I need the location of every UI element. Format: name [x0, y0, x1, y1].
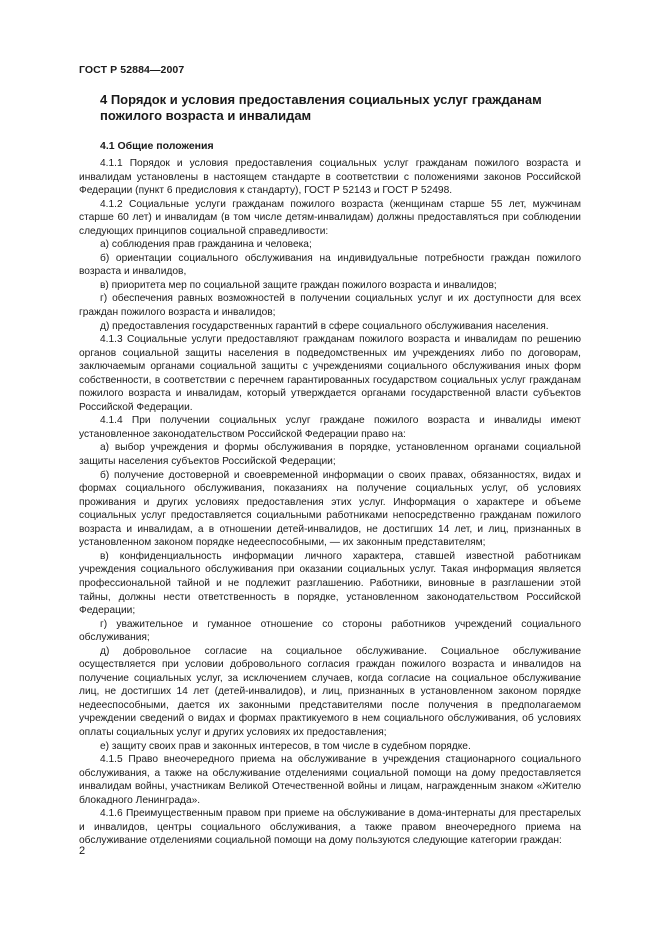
- list-item-g: г) обеспечения равных возможностей в получении социальных услуг и их доступности для всех граждан пожилого возраста и инвалидов;: [79, 293, 581, 319]
- list-item-d: д) предоставления государственных гарантий в сфере социального обслуживания населения.: [100, 320, 549, 332]
- list-item-a: а) соблюдения прав гражданина и человека;: [100, 239, 312, 251]
- standard-number: ГОСТ Р 52884—2007: [79, 64, 185, 76]
- subsection-title: 4.1 Общие положения: [100, 140, 214, 152]
- list-item-v: в) приоритета мер по социальной защите граждан пожилого возраста и инвалидов;: [100, 279, 497, 291]
- list-item-v: в) конфиденциальность информации личного характера, ставшей известной работникам учреждения социального обслуживания при оказании социальных услуг. Такая информация является профессиональной тайной и не подлежит разглашению. Работники, виновные в разглашении этой тайны, должны нести ответственность в порядке, установленном законодательством Российской Федерации;: [79, 550, 581, 617]
- paragraph-4-1-2: 4.1.2 Социальные услуги гражданам пожилого возраста (женщинам старше 55 лет, мужчинам старше 60 лет) и инвалидам (в том числе детям-инвалидам) должны предоставляться при соблюдении следующих принципов социальной справедливости:: [79, 198, 581, 237]
- paragraph-4-1-1: 4.1.1 Порядок и условия предоставления социальных услуг гражданам пожилого возраста и инвалидам установлены в настоящем стандарте в соответствии с положениями законов Российской Федерации (пункт 6 предисловия к стандарту), ГОСТ Р 52143 и ГОСТ Р 52498.: [79, 158, 581, 197]
- list-item-e: е) защиту своих прав и законных интересов, в том числе в судебном порядке.: [100, 740, 471, 752]
- list-item-g: г) уважительное и гуманное отношение со стороны работников учреждений социального обслуживания;: [79, 618, 581, 644]
- paragraph-4-1-4: 4.1.4 При получении социальных услуг граждане пожилого возраста и инвалиды имеют установленное законодательством Российской Федерации право на:: [79, 415, 581, 440]
- list-item-a: а) выбор учреждения и формы обслуживания в порядке, установленном органами социальной защиты населения субъектов Российской Федерации;: [79, 442, 581, 468]
- body-text: [79, 157, 581, 848]
- paragraph-4-1-5: 4.1.5 Право внеочередного приема на обслуживание в учреждения стационарного социального обслуживания, а также на обслуживание отделениями социальной помощи на дому предоставляется инвалидам войны, участникам Великой Отечественной войны и лицам, награжденным знаком «Жителю блокадного Ленинграда».: [79, 754, 581, 806]
- list-item-d: д) добровольное согласие на социальное обслуживание. Социальное обслуживание осуществляется при условии добровольного согласия граждан пожилого возраста и инвалидов на получение социальных услуг, за исключением случаев, когда согласие на социальное обслуживание лиц, не достигших 14 лет (детей-инвалидов), и лиц, признанных в установленном законом порядке недееспособными, дается их законными представителями после получения в предполагаемом учреждении сведений о видах и формах практикуемого в нем социального обслуживания, об условиях оплаты социальных услуг и других условиях их предоставления;: [79, 645, 581, 738]
- paragraph-4-1-3: 4.1.3 Социальные услуги предоставляют гражданам пожилого возраста и инвалидам по решению органов социальной защиты населения в подведомственных им учреждениях либо по договорам, заключаемым органами социальной защиты с учреждениями социального обслуживания иных форм собственности, в соответствии с перечнем гарантированных государством социальных услуг гражданам пожилого возраста и инвалидам, который утверждается органами государственной власти субъектов Российской Федерации.: [79, 334, 581, 413]
- page-number: 2: [79, 845, 86, 857]
- paragraph-4-1-6: 4.1.6 Преимущественным правом при приеме на обслуживание в дома-интернаты для престарелых и инвалидов, центры социального обслуживания, а также правом внеочередного приема на обслуживание отделениями социальной помощи на дому пользуются следующие категории граждан:: [79, 808, 581, 847]
- list-item-b: б) ориентации социального обслуживания на индивидуальные потребности граждан пожилого возраста и инвалидов,: [79, 252, 581, 278]
- list-item-b: б) получение достоверной и своевременной информации о своих правах, обязанностях, видах и формах социального обслуживания, показаниях на получение социальных услуг, об условиях проживания и других условиях предоставления этих услуг. Информация о характере и объеме социальных услуг предоставляется социальными работниками непосредственно гражданам пожилого возраста и инвалидам, а в отношении детей-инвалидов, не достигших 14 лет, и лиц, признанных в установленном законом порядке недееспособными, — их законным представителям;: [79, 469, 581, 549]
- section-title: 4 Порядок и условия предоставления социальных услуг гражданам пожилого возраста и инвалидам: [100, 92, 542, 123]
